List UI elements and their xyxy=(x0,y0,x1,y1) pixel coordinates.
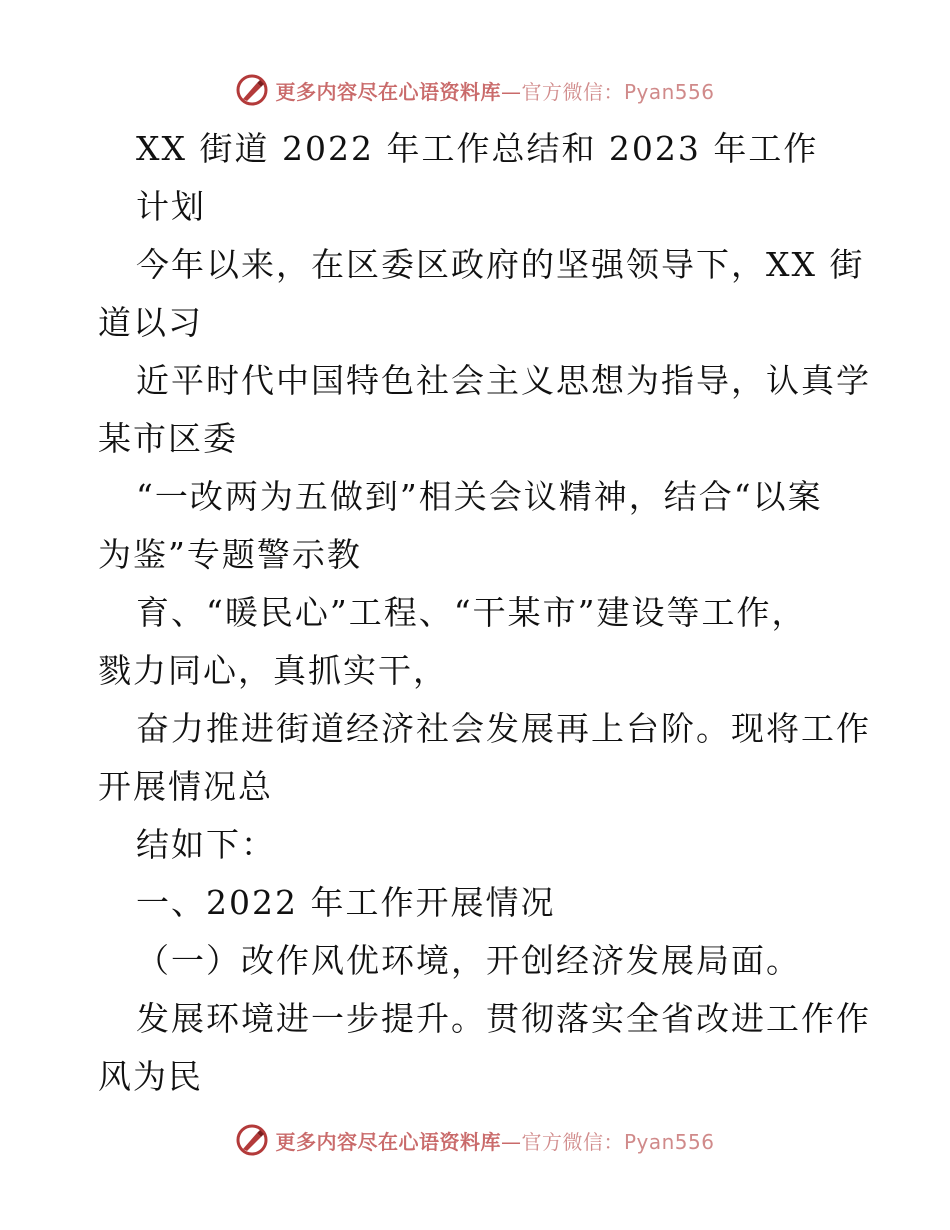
watermark-brand: 更多内容尽在心语资料库 xyxy=(275,1129,501,1154)
paragraph-line: 戮力同心，真抓实干， xyxy=(98,651,448,690)
paragraph-line: “一改两为五做到”相关会议精神，结合“以案 xyxy=(136,477,823,516)
paragraph-line: 今年以来，在区委区政府的坚强领导下，XX 街 xyxy=(136,245,865,284)
document-title-line: 计划 xyxy=(136,187,206,226)
paragraph-line: 发展环境进一步提升。贯彻落实全省改进工作作 xyxy=(136,999,871,1038)
paragraph-line: 为鉴”专题警示教 xyxy=(98,535,362,574)
watermark-group xyxy=(235,1123,714,1157)
watermark-dash: — xyxy=(500,79,522,104)
watermark-brand: 更多内容尽在心语资料库 xyxy=(275,79,501,104)
pen-logo-icon xyxy=(235,73,269,107)
paragraph-line: 道以习 xyxy=(98,303,203,342)
paragraph-line: 奋力推进街道经济社会发展再上台阶。现将工作 xyxy=(136,709,871,748)
document-title-line: XX 街道 2022 年工作总结和 2023 年工作 xyxy=(136,129,819,168)
paragraph-line: 某市区委 xyxy=(98,419,238,458)
watermark-contact: 官方微信：Pyan556 xyxy=(521,1129,715,1154)
paragraph-line: 开展情况总 xyxy=(98,767,273,806)
document-body xyxy=(98,120,871,1106)
watermark-dash: — xyxy=(500,1129,522,1154)
paragraph-line: 风为民 xyxy=(98,1057,203,1096)
watermark-contact: 官方微信：Pyan556 xyxy=(521,79,715,104)
paragraph-line: 一、2022 年工作开展情况 xyxy=(136,883,556,922)
footer-watermark xyxy=(0,1118,950,1162)
watermark-group xyxy=(235,73,714,107)
paragraph-line: （一）改作风优环境，开创经济发展局面。 xyxy=(136,941,801,980)
paragraph-line: 结如下： xyxy=(136,825,276,864)
paragraph-line: 近平时代中国特色社会主义思想为指导，认真学 xyxy=(136,361,871,400)
header-watermark xyxy=(0,68,950,112)
paragraph-line: 育、“暖民心”工程、“干某市”建设等工作， xyxy=(136,593,807,632)
pen-logo-icon xyxy=(235,1123,269,1157)
